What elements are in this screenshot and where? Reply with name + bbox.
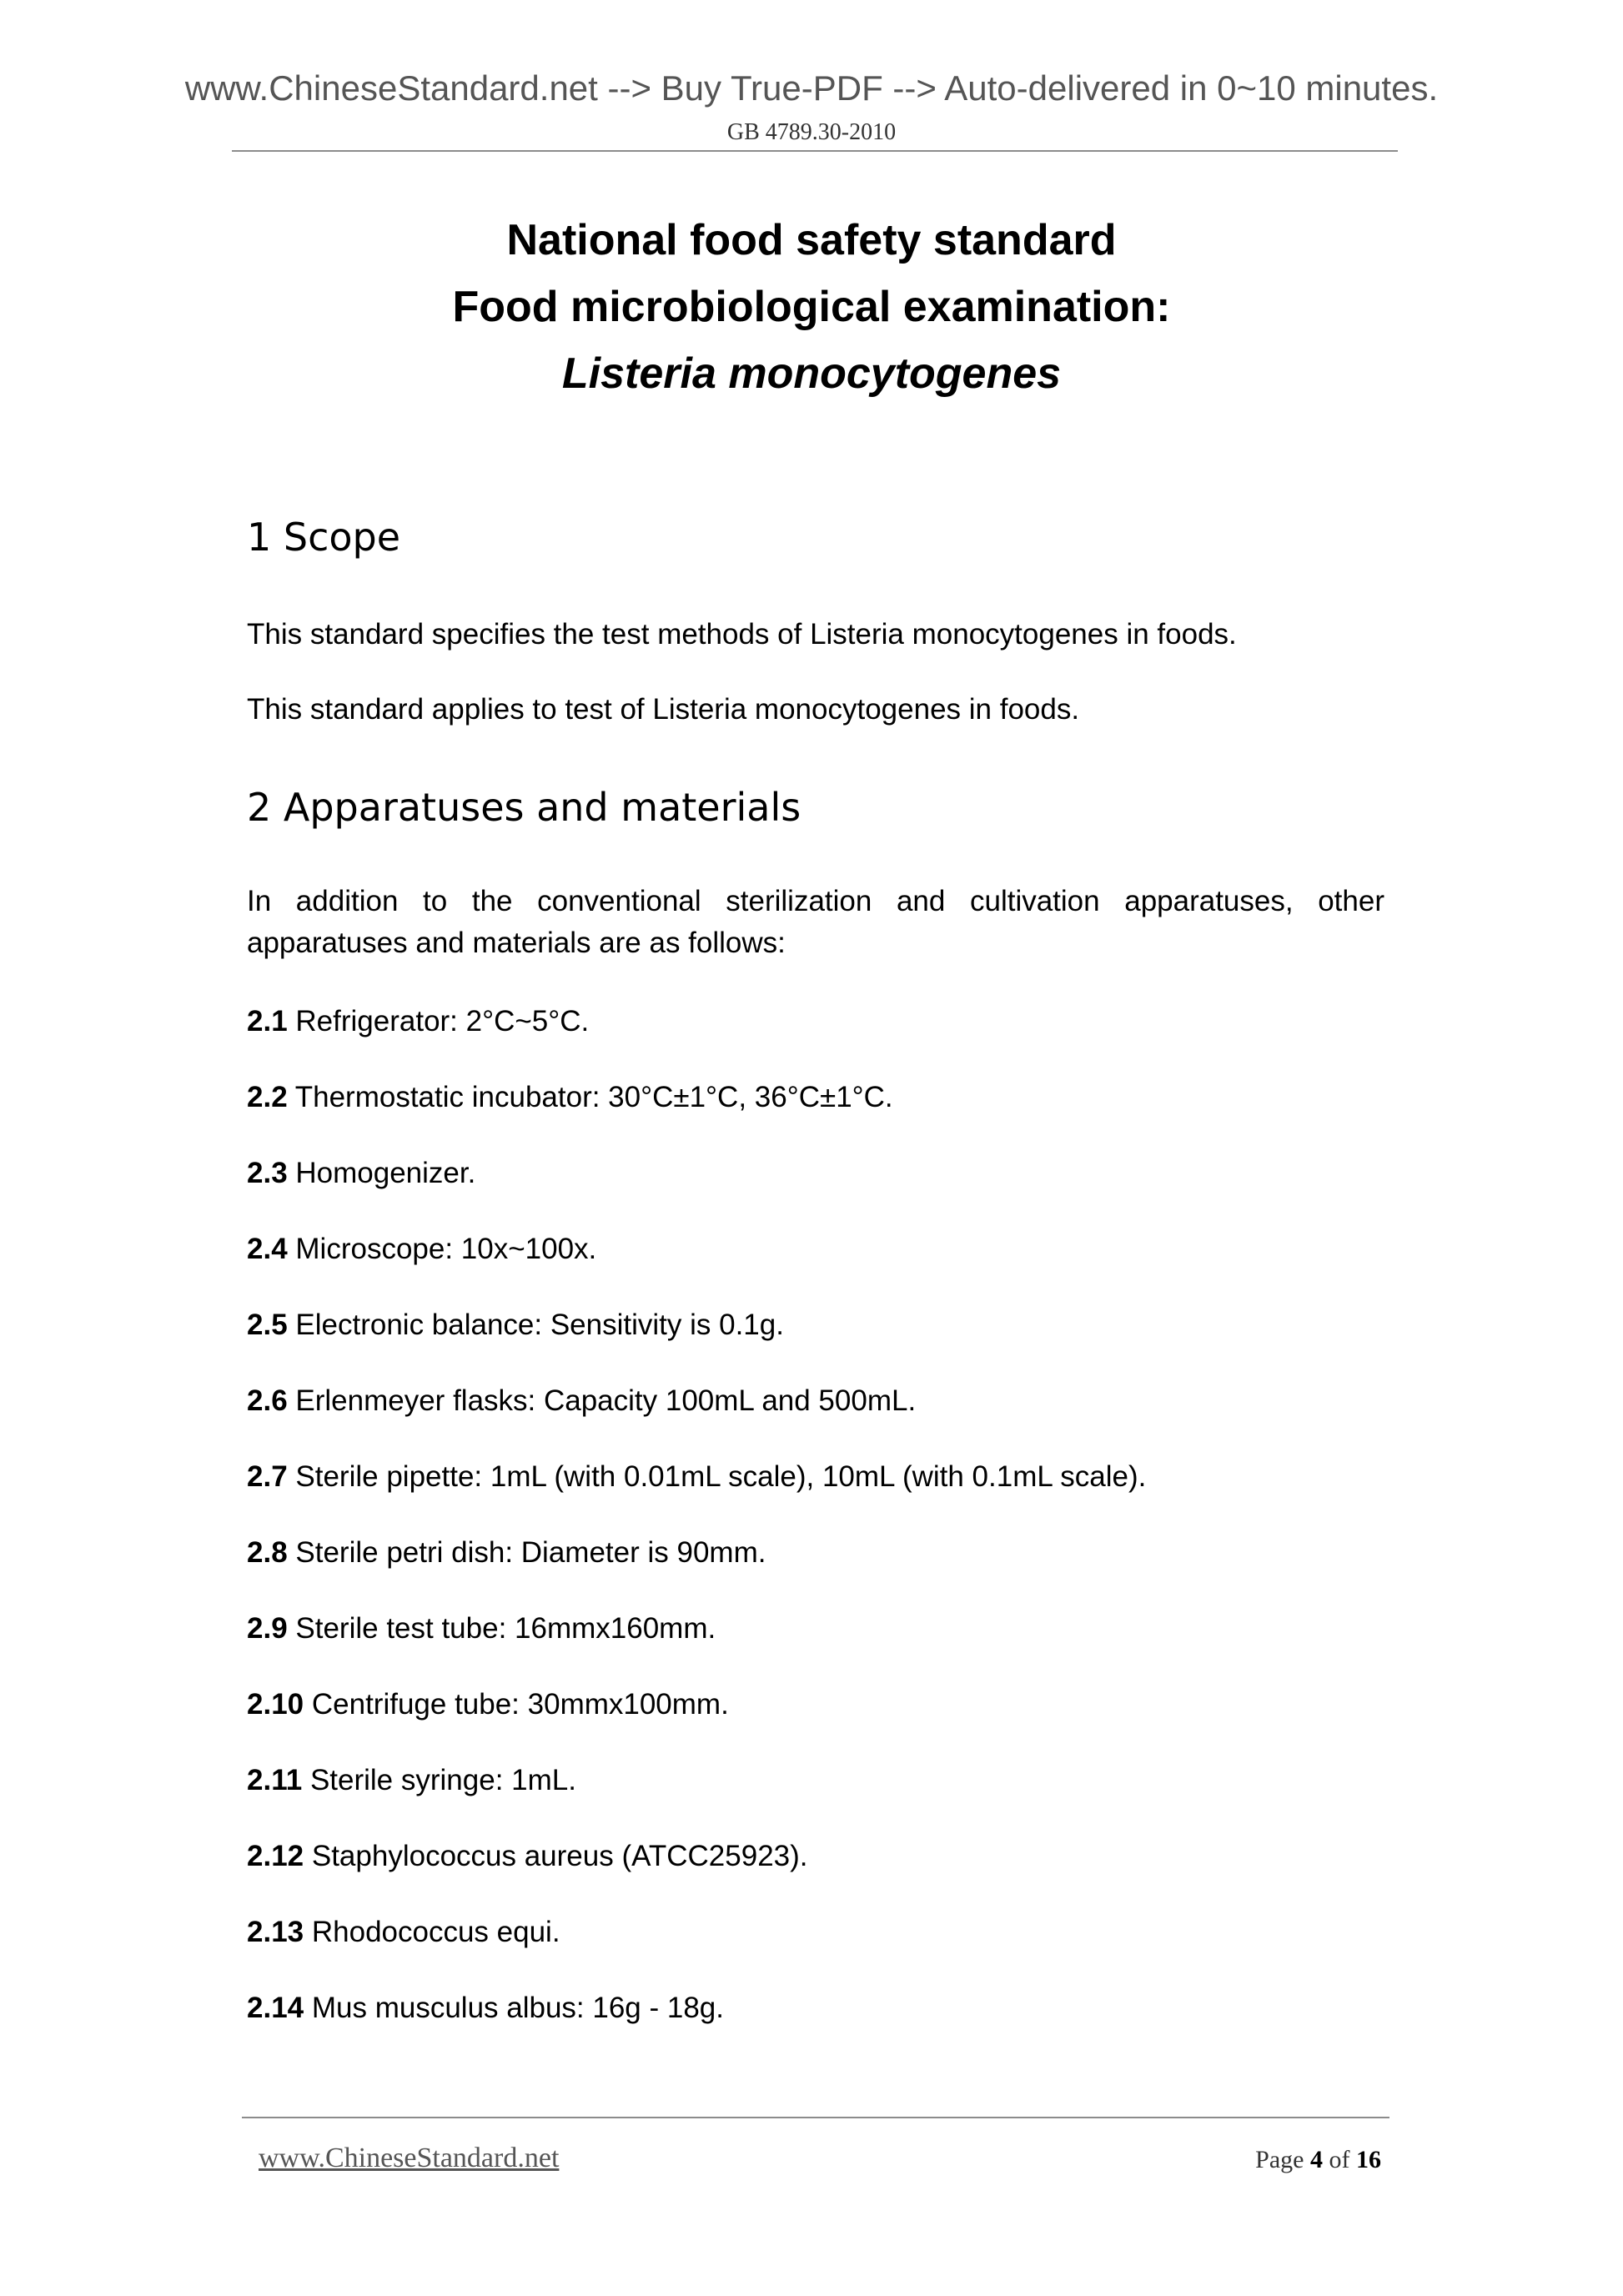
- list-item: [247, 1836, 808, 1877]
- header-divider: [232, 150, 1398, 152]
- header-banner: www.ChineseStandard.net --> Buy True-PDF --> Auto-delivered in 0~10 minutes.: [184, 68, 1439, 108]
- apparatuses-intro: In addition to the conventional sterilization and cultivation apparatuses, other apparatuses and materials are as follows:: [247, 885, 1384, 959]
- item-number: 2.10: [247, 1688, 304, 1721]
- list-item: [247, 1608, 716, 1650]
- list-item: [247, 1228, 596, 1270]
- item-text: Mus musculus albus: 16g - 18g.: [311, 1992, 724, 2024]
- list-item: [247, 1760, 576, 1801]
- list-item: [247, 1380, 916, 1422]
- list-item: [247, 1912, 560, 1953]
- document-title: [0, 207, 1623, 407]
- item-number: 2.1: [247, 1005, 288, 1037]
- item-number: 2.13: [247, 1916, 304, 1948]
- page-number: [1255, 2145, 1381, 2175]
- item-text: Rhodococcus equi.: [311, 1916, 560, 1948]
- standard-code: GB 4789.30-2010: [726, 119, 897, 145]
- item-number: 2.14: [247, 1992, 304, 2024]
- item-number: 2.11: [247, 1764, 303, 1796]
- item-text: Sterile test tube: 16mmx160mm.: [295, 1612, 716, 1645]
- item-number: 2.6: [247, 1384, 288, 1417]
- footer-website-link[interactable]: www.ChineseStandard.net: [259, 2143, 560, 2173]
- title-line-2: Food microbiological examination:: [452, 283, 1171, 331]
- section-heading-apparatuses: 2 Apparatuses and materials: [247, 785, 801, 830]
- item-text: Thermostatic incubator: 30°C±1°C, 36°C±1°C.: [294, 1081, 893, 1113]
- list-item: [247, 1456, 1146, 1498]
- item-number: 2.3: [247, 1157, 288, 1189]
- item-text: Staphylococcus aureus (ATCC25923).: [311, 1840, 808, 1872]
- scope-paragraph-1: This standard specifies the test methods of Listeria monocytogenes in foods.: [247, 618, 1237, 651]
- item-number: 2.4: [247, 1233, 288, 1265]
- title-line-3: Listeria monocytogenes: [561, 349, 1062, 398]
- page-total: 16: [1356, 2146, 1381, 2173]
- item-text: Electronic balance: Sensitivity is 0.1g.: [295, 1309, 784, 1341]
- item-text: Sterile syringe: 1mL.: [309, 1764, 576, 1796]
- item-text: Sterile pipette: 1mL (with 0.01mL scale), 10mL (with 0.1mL scale).: [295, 1460, 1147, 1493]
- item-text: Microscope: 10x~100x.: [295, 1233, 597, 1265]
- list-item: [247, 1684, 729, 1726]
- list-item: [247, 1532, 766, 1574]
- item-text: Refrigerator: 2°C~5°C.: [295, 1005, 590, 1037]
- scope-paragraph-2: This standard applies to test of Listeria monocytogenes in foods.: [247, 693, 1080, 726]
- list-item: [247, 1077, 893, 1118]
- page-of: of: [1329, 2146, 1350, 2173]
- section-heading-scope: 1 Scope: [247, 515, 401, 560]
- item-text: Sterile petri dish: Diameter is 90mm.: [295, 1536, 766, 1569]
- list-item: [247, 1987, 724, 2029]
- footer-divider: [242, 2117, 1389, 2118]
- item-number: 2.5: [247, 1309, 288, 1341]
- item-number: 2.7: [247, 1460, 288, 1493]
- page-current: 4: [1310, 2146, 1323, 2173]
- page-word: Page: [1255, 2146, 1304, 2173]
- title-line-1: National food safety standard: [506, 216, 1117, 264]
- list-item: [247, 1304, 784, 1346]
- list-item: [247, 1001, 589, 1042]
- item-text: Erlenmeyer flasks: Capacity 100mL and 500mL.: [295, 1384, 917, 1417]
- item-text: Centrifuge tube: 30mmx100mm.: [311, 1688, 729, 1721]
- item-number: 2.8: [247, 1536, 288, 1569]
- list-item: [247, 1153, 475, 1194]
- item-number: 2.9: [247, 1612, 288, 1645]
- item-number: 2.2: [247, 1081, 288, 1113]
- item-number: 2.12: [247, 1840, 304, 1872]
- item-text: Homogenizer.: [295, 1157, 476, 1189]
